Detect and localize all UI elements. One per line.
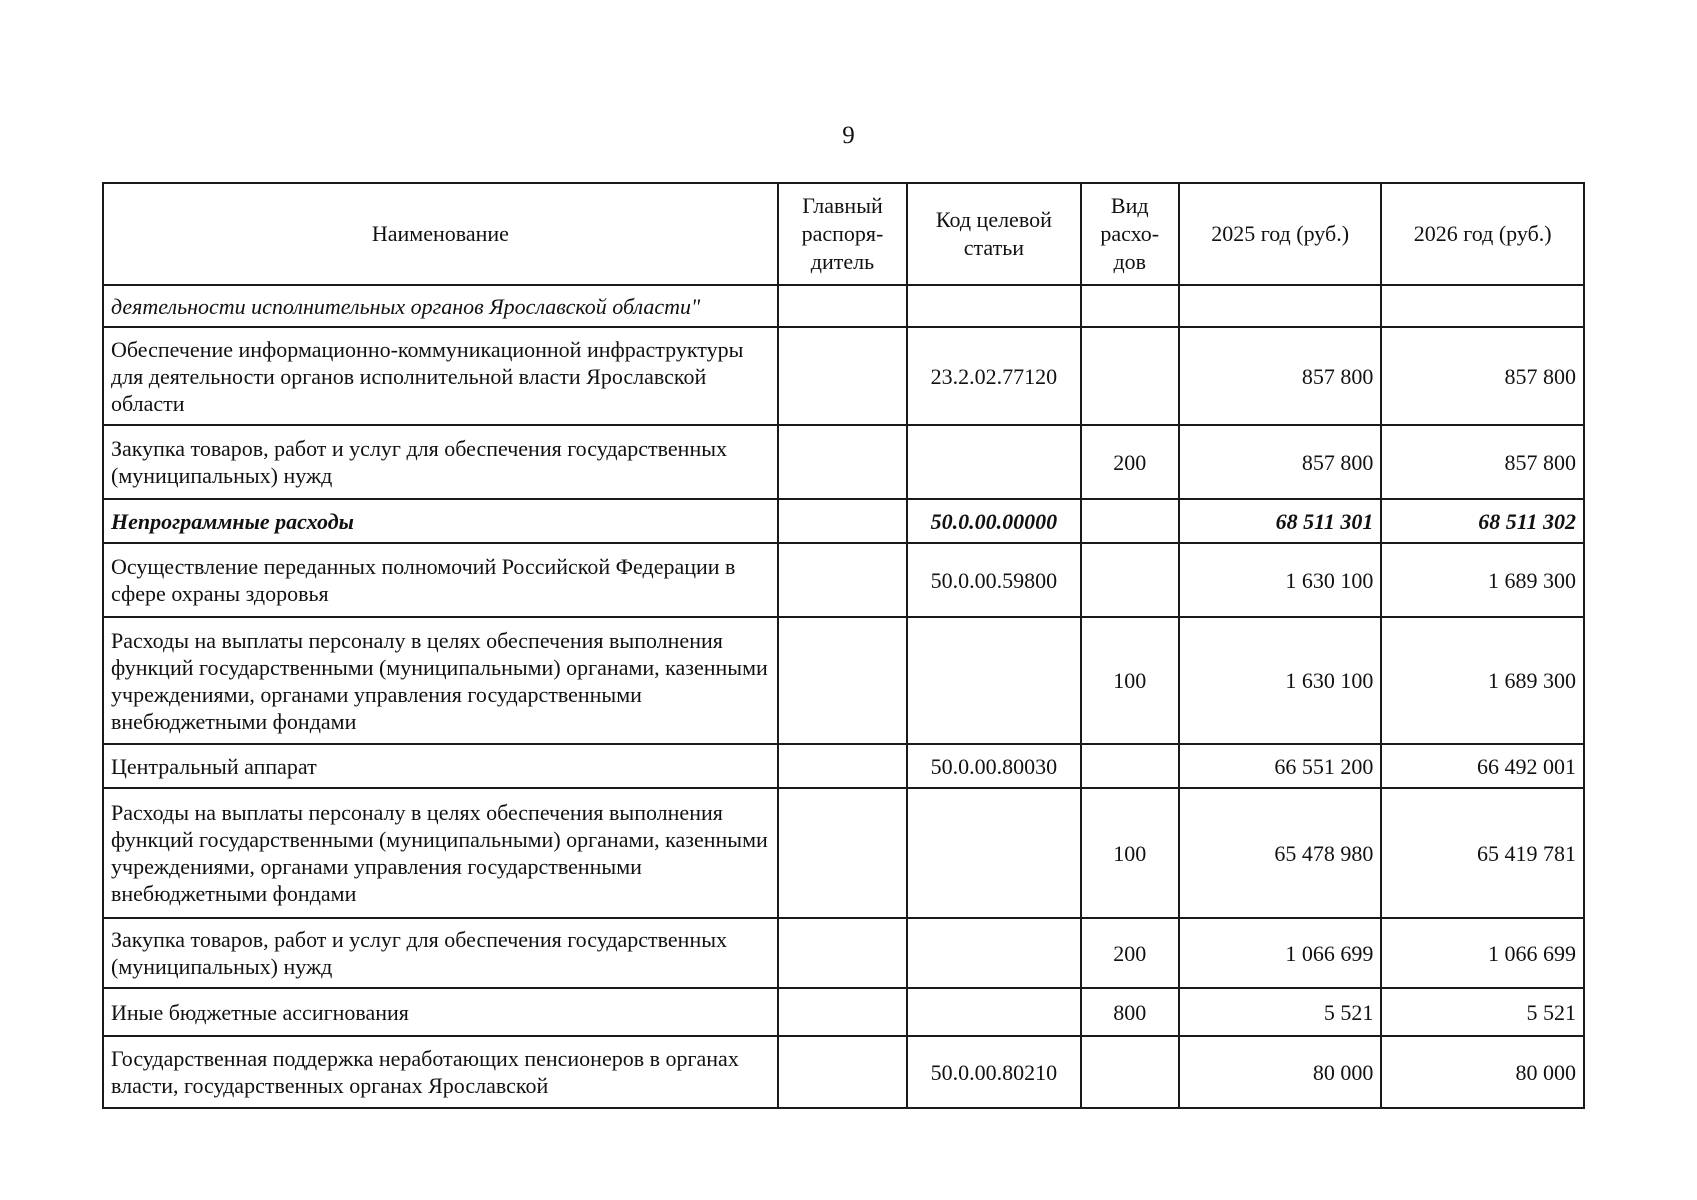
cell-kod	[907, 285, 1080, 327]
header-year-2025: 2025 год (руб.)	[1179, 183, 1382, 285]
table-row	[103, 988, 1584, 1036]
cell-glavny	[778, 744, 907, 788]
table-row	[103, 425, 1584, 499]
cell-glavny	[778, 617, 907, 744]
cell-name: Расходы на выплаты персоналу в целях обеспечения выполнения функций государственными (муниципальными) органами, казенными учреждениями, органами управления государственными внебюджетными фондами	[103, 788, 778, 918]
cell-2025: 857 800	[1179, 327, 1382, 425]
cell-vid: 100	[1081, 788, 1179, 918]
table-row	[103, 327, 1584, 425]
cell-vid: 200	[1081, 425, 1179, 499]
cell-2026: 857 800	[1381, 425, 1584, 499]
table-row	[103, 499, 1584, 543]
cell-glavny	[778, 499, 907, 543]
cell-kod: 50.0.00.00000	[907, 499, 1080, 543]
cell-kod: 50.0.00.80210	[907, 1036, 1080, 1108]
cell-glavny	[778, 285, 907, 327]
cell-2026: 80 000	[1381, 1036, 1584, 1108]
cell-name: Центральный аппарат	[103, 744, 778, 788]
cell-glavny	[778, 918, 907, 988]
cell-2026: 1 066 699	[1381, 918, 1584, 988]
cell-vid	[1081, 285, 1179, 327]
header-name: Наименование	[103, 183, 778, 285]
cell-vid	[1081, 744, 1179, 788]
cell-name: Осуществление переданных полномочий Российской Федерации в сфере охраны здоровья	[103, 543, 778, 617]
cell-vid	[1081, 499, 1179, 543]
cell-kod	[907, 425, 1080, 499]
cell-name: Непрограммные расходы	[103, 499, 778, 543]
cell-kod: 50.0.00.80030	[907, 744, 1080, 788]
cell-name: Закупка товаров, работ и услуг для обеспечения государственных (муниципальных) нужд	[103, 918, 778, 988]
cell-2025: 68 511 301	[1179, 499, 1382, 543]
table-row	[103, 744, 1584, 788]
table-row	[103, 543, 1584, 617]
cell-name: Обеспечение информационно-коммуникационной инфраструктуры для деятельности органов исполнительной власти Ярославской области	[103, 327, 778, 425]
cell-kod	[907, 788, 1080, 918]
cell-2025: 80 000	[1179, 1036, 1382, 1108]
cell-name: деятельности исполнительных органов Ярославской области"	[103, 285, 778, 327]
table-header-row	[103, 183, 1584, 285]
cell-vid	[1081, 543, 1179, 617]
cell-2026: 65 419 781	[1381, 788, 1584, 918]
cell-kod: 50.0.00.59800	[907, 543, 1080, 617]
cell-vid: 100	[1081, 617, 1179, 744]
header-year-2026: 2026 год (руб.)	[1381, 183, 1584, 285]
cell-2025: 857 800	[1179, 425, 1382, 499]
cell-2026: 66 492 001	[1381, 744, 1584, 788]
cell-glavny	[778, 788, 907, 918]
cell-2026	[1381, 285, 1584, 327]
table-row	[103, 788, 1584, 918]
cell-2025: 1 630 100	[1179, 617, 1382, 744]
cell-2026: 1 689 300	[1381, 543, 1584, 617]
cell-2026: 1 689 300	[1381, 617, 1584, 744]
cell-2025: 66 551 200	[1179, 744, 1382, 788]
cell-vid: 200	[1081, 918, 1179, 988]
cell-2025: 65 478 980	[1179, 788, 1382, 918]
cell-2025	[1179, 285, 1382, 327]
cell-glavny	[778, 425, 907, 499]
cell-2026: 857 800	[1381, 327, 1584, 425]
cell-vid	[1081, 1036, 1179, 1108]
cell-kod	[907, 918, 1080, 988]
cell-name: Государственная поддержка неработающих пенсионеров в органах власти, государственных органах Ярославской	[103, 1036, 778, 1108]
cell-2025: 1 066 699	[1179, 918, 1382, 988]
header-kod: Код целевой статьи	[907, 183, 1080, 285]
table-row	[103, 617, 1584, 744]
cell-vid	[1081, 327, 1179, 425]
cell-2026: 5 521	[1381, 988, 1584, 1036]
cell-2026: 68 511 302	[1381, 499, 1584, 543]
cell-name: Расходы на выплаты персоналу в целях обеспечения выполнения функций государственными (муниципальными) органами, казенными учреждениями, органами управления государственными внебюджетными фондами	[103, 617, 778, 744]
cell-glavny	[778, 988, 907, 1036]
cell-name: Иные бюджетные ассигнования	[103, 988, 778, 1036]
table-row	[103, 1036, 1584, 1108]
cell-glavny	[778, 1036, 907, 1108]
cell-name: Закупка товаров, работ и услуг для обеспечения государственных (муниципальных) нужд	[103, 425, 778, 499]
header-glavny: Главный распоря-дитель	[778, 183, 907, 285]
cell-kod	[907, 617, 1080, 744]
header-vid: Вид расхо-дов	[1081, 183, 1179, 285]
cell-vid: 800	[1081, 988, 1179, 1036]
cell-2025: 1 630 100	[1179, 543, 1382, 617]
table-row	[103, 918, 1584, 988]
table-row	[103, 285, 1584, 327]
cell-glavny	[778, 543, 907, 617]
cell-kod	[907, 988, 1080, 1036]
cell-glavny	[778, 327, 907, 425]
cell-kod: 23.2.02.77120	[907, 327, 1080, 425]
page-number: 9	[842, 122, 855, 149]
cell-2025: 5 521	[1179, 988, 1382, 1036]
budget-table	[102, 182, 1585, 1109]
